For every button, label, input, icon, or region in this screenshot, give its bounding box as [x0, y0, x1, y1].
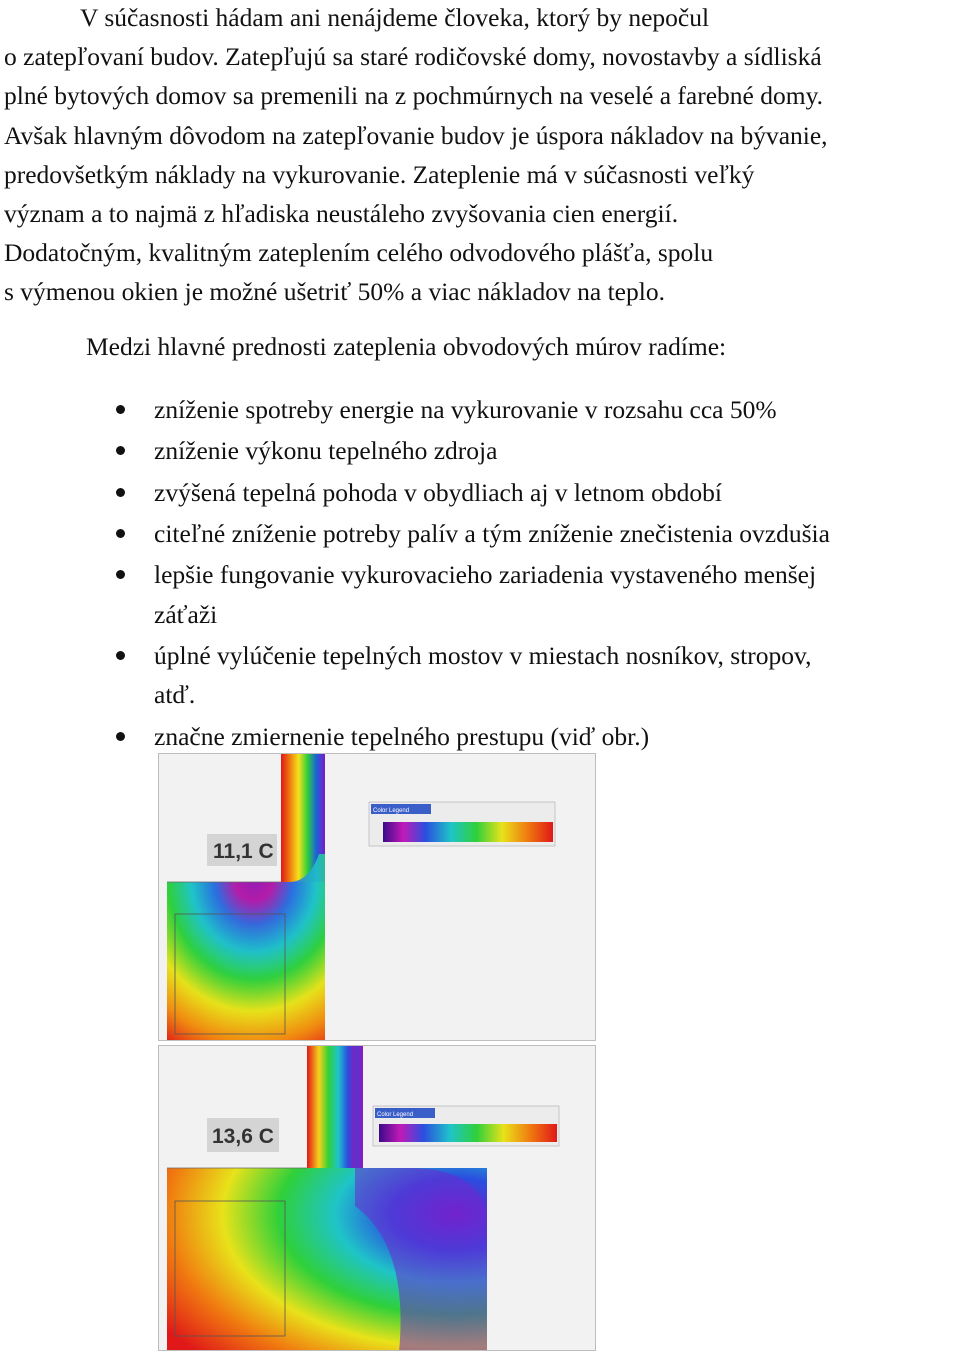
color-legend-bar	[379, 1124, 557, 1142]
paragraph-line: predovšetkým náklady na vykurovanie. Zateplenie má v súčasnosti veľký	[4, 159, 755, 189]
paragraph-line: V súčasnosti hádam ani nenájdeme človeka, ktorý by nepočul	[80, 3, 710, 32]
paragraph-line: Dodatočným, kvalitným zateplením celého odvodového plášťa, spolu	[4, 238, 714, 268]
thermal-simulation-figure	[158, 753, 596, 1351]
thermal-panel-insulated	[158, 1045, 596, 1351]
bullet-icon	[116, 732, 125, 741]
bullet-icon	[116, 570, 125, 579]
list-item: zníženie spotreby energie na vykurovanie v rozsahu cca 50%	[0, 390, 830, 430]
bullet-icon	[116, 446, 125, 455]
paragraph-line: Avšak hlavným dôvodom na zatepľovanie budov je úspora nákladov na bývanie,	[4, 120, 828, 150]
color-legend-bar	[383, 822, 553, 842]
intro-paragraph	[4, 0, 956, 312]
advantages-list	[0, 390, 830, 758]
temperature-label: 13,6 C	[212, 1125, 274, 1148]
paragraph-line: plné bytových domov sa premenili na z pochmúrnych na veselé a farebné domy.	[4, 81, 824, 111]
list-item: lepšie fungovanie vykurovacieho zariadenia vystaveného menšej	[0, 555, 830, 595]
thermal-panel-uninsulated	[158, 753, 596, 1041]
bullet-icon	[116, 405, 125, 414]
paragraph-line: o zatepľovaní budov. Zatepľujú sa staré rodičovské domy, novostavby a sídliská	[4, 42, 822, 72]
legend-title: Color Legend	[377, 1112, 414, 1118]
legend-title: Color Legend	[373, 808, 410, 814]
thermal-map-image	[159, 754, 596, 1041]
temperature-label: 11,1 C	[213, 840, 274, 863]
list-item-continuation: atď.	[154, 680, 196, 710]
bullet-icon	[116, 651, 125, 660]
list-item: úplné vylúčenie tepelných mostov v miestach nosníkov, stropov,	[0, 636, 830, 676]
list-item: značne zmiernenie tepelného prestupu (viď obr.)	[0, 717, 830, 757]
bullet-icon	[116, 488, 125, 497]
thermal-map-image	[159, 1046, 596, 1351]
list-item-continuation: záťaži	[154, 599, 218, 629]
list-item: zníženie výkonu tepelného zdroja	[0, 431, 830, 471]
list-item: citeľné zníženie potreby palív a tým zníženie znečistenia ovzdušia	[0, 514, 830, 554]
advantages-heading: Medzi hlavné prednosti zateplenia obvodových múrov radíme:	[86, 332, 727, 361]
paragraph-line: s výmenou okien je možné ušetriť 50% a viac nákladov na teplo.	[4, 277, 665, 307]
paragraph-line: význam a to najmä z hľadiska neustáleho zvyšovania cien energií.	[4, 199, 679, 229]
bullet-icon	[116, 529, 125, 538]
list-item: zvýšená tepelná pohoda v obydliach aj v letnom období	[0, 473, 830, 513]
